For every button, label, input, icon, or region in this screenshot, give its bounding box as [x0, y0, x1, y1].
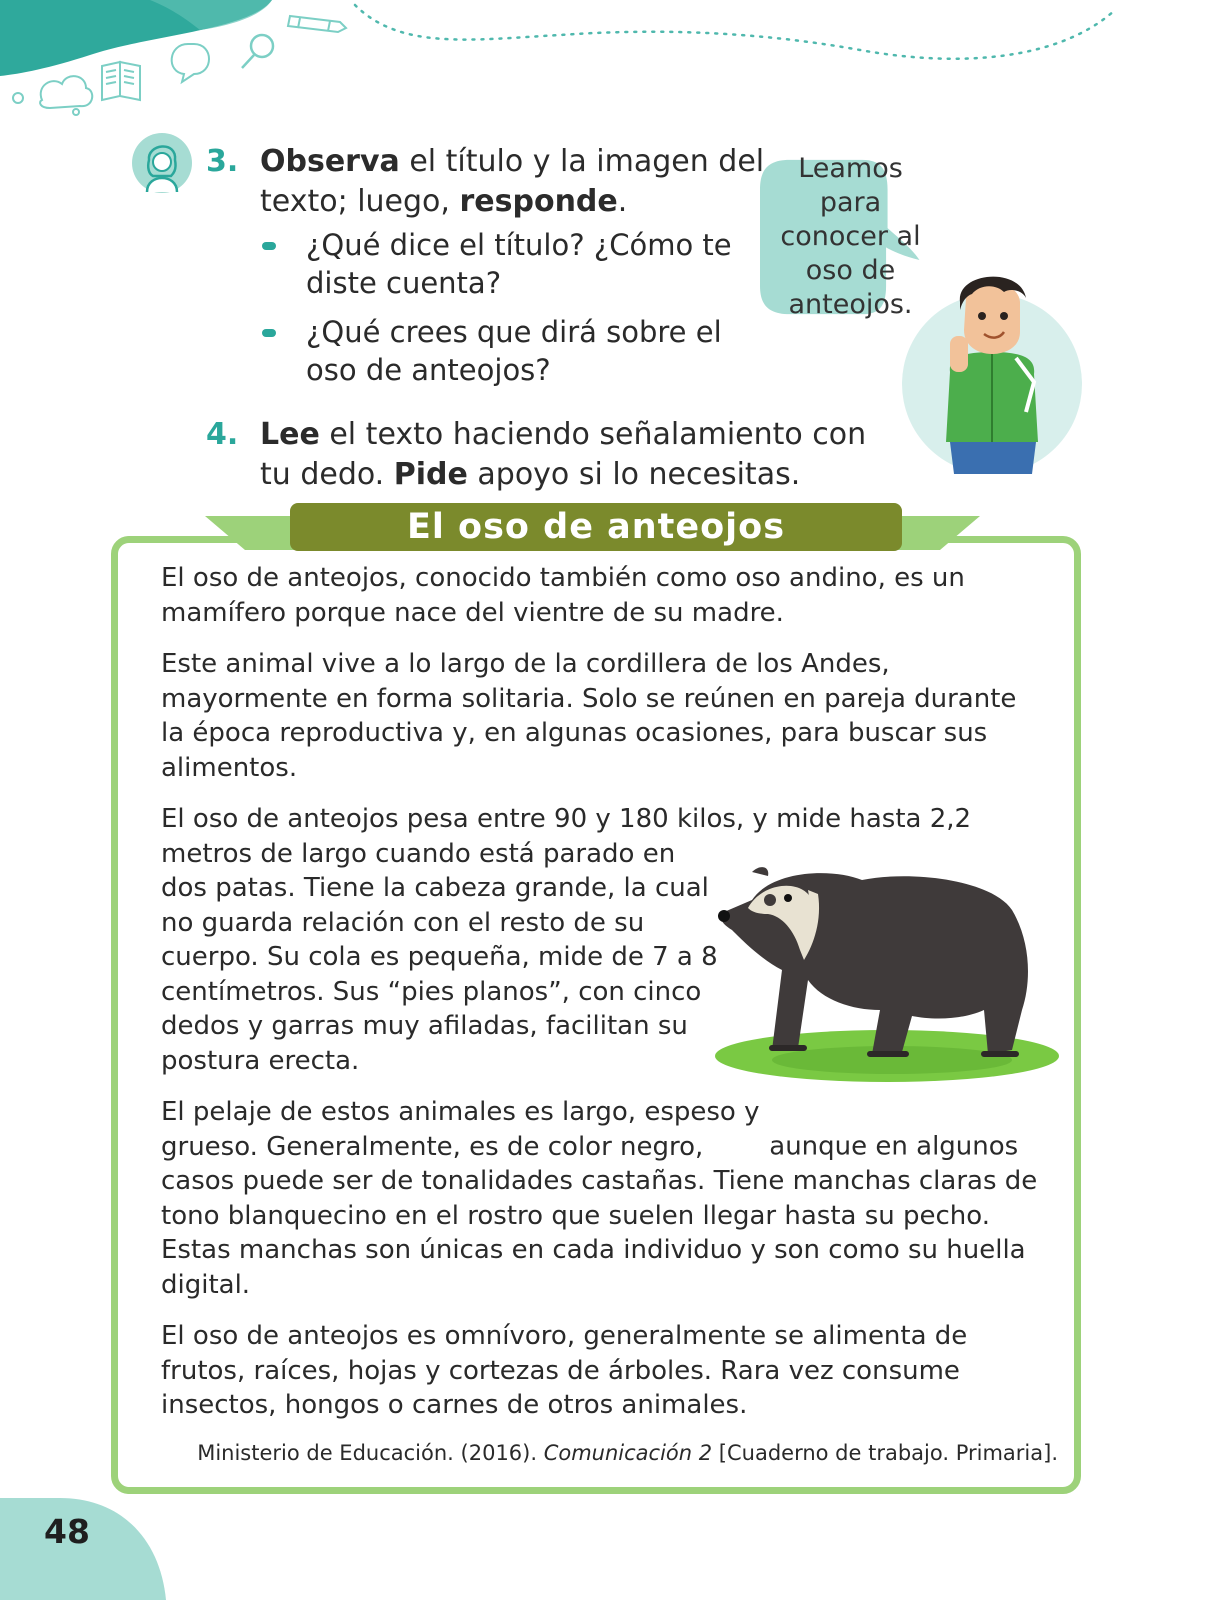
activity-4-instruction: [260, 415, 886, 495]
page-number: 48: [44, 1512, 90, 1551]
question-list: [260, 226, 766, 389]
citation-author: Ministerio de Educación. (2016).: [197, 1441, 544, 1465]
magnifier-icon: [242, 35, 273, 68]
activity-3: [206, 142, 766, 400]
verb-pide: Pide: [393, 457, 468, 492]
citation-title: Comunicación 2: [543, 1441, 713, 1465]
paragraph-rest: metros de largo cuando está parado en dos patas. Tiene la cabeza grande, la cual no guarda relación con el resto de su cuerpo. Su cola es pequeña, mide de 7 a 8 centímetros. Sus “pies planos”, con cinco dedos y garras muy afiladas, facilitan su postura erecta.: [161, 838, 718, 1076]
verb-responde: responde: [459, 184, 618, 219]
pencil-icon: [288, 16, 346, 32]
question-text: ¿Qué crees que dirá sobre el oso de anteojos?: [306, 315, 722, 387]
verb-observa: Observa: [260, 144, 400, 179]
paragraph: El oso de anteojos, conocido también como oso andino, es un mamífero porque nace del vientre de su madre.: [161, 563, 965, 628]
bullet-icon: [262, 242, 276, 250]
question-item: [260, 226, 766, 302]
boy-illustration: [900, 262, 1090, 482]
paragraph-start: El pelaje de estos animales es largo, espeso y grueso. Generalmente, es de color negro,: [161, 1097, 760, 1162]
bullet-icon: [262, 329, 276, 337]
citation-source: [Cuaderno de trabajo. Primaria].: [712, 1441, 1058, 1465]
thought-cloud-icon: [13, 76, 92, 115]
activity-3-instruction: [260, 142, 766, 222]
speech-bubble-text: Leamos para conocer al oso de anteojos.: [780, 153, 921, 320]
bear-illustration: [712, 860, 1062, 1090]
activity-4: [206, 415, 886, 495]
instruction-text: el título y la imagen del texto; luego,: [260, 144, 765, 219]
instruction-text: apoyo si lo necesitas.: [467, 457, 801, 492]
paragraph: El oso de anteojos es omnívoro, generalmente se alimenta de frutos, raíces, hojas y cortezas de árboles. Rara vez consume insectos, hongos o carnes de otros animales.: [161, 1321, 968, 1420]
paragraph: [161, 1095, 1041, 1302]
instruction-text: .: [617, 184, 628, 219]
item-number: 3.: [206, 144, 239, 179]
student-icon: [131, 130, 193, 196]
paragraph-rest: aunque en algunos casos puede ser de tonalidades castañas. Tiene manchas claras de tono blanquecino en el rostro que suelen llegar hasta su pecho. Estas manchas son únicas en cada individuo y son como su huella digital.: [161, 1131, 1038, 1300]
item-number: 4.: [206, 417, 239, 452]
speech-bubble-icon: [172, 44, 209, 82]
citation: [197, 1441, 1058, 1465]
question-item: [260, 313, 766, 389]
paragraph: Este animal vive a lo largo de la cordillera de los Andes, mayormente en forma solitaria. Solo se reúnen en pareja durante la época reproductiva y, en algunas ocasiones, para buscar sus alimentos.: [161, 649, 1017, 783]
article-title: El oso de anteojos: [406, 507, 786, 547]
book-icon: [102, 62, 140, 100]
question-text: ¿Qué dice el título? ¿Cómo te diste cuenta?: [306, 228, 732, 300]
doodles: [0, 0, 1215, 130]
instruction-text: el texto haciendo señalamiento con tu dedo.: [260, 417, 867, 492]
verb-lee: Lee: [260, 417, 320, 452]
paragraph-line: El oso de anteojos pesa entre 90 y 180 kilos, y mide hasta 2,2: [161, 804, 972, 834]
